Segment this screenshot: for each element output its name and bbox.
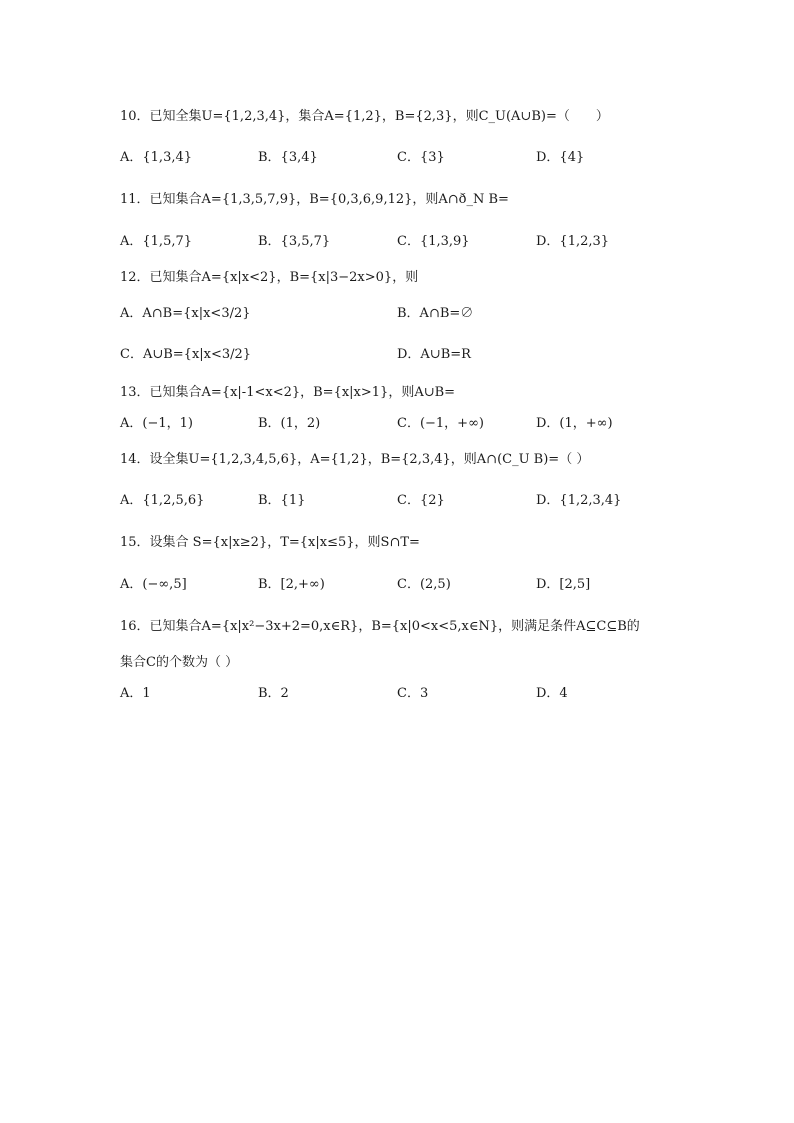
question-10: 10．已知全集U={1,2,3,4}，集合A={1,2}，B={2,3}，则C_U(A∪B)=（ ） — [120, 109, 609, 124]
question-12: 12．已知集合A={x|x<2}，B={x|3−2x>0}，则 — [120, 270, 419, 285]
question-16-line-2: 集合C的个数为（ ） — [120, 655, 239, 670]
q10-option-c: C．{3} — [397, 150, 445, 165]
q11-option-d: D．{1,2,3} — [536, 234, 610, 249]
q13-option-b: B．(1，2) — [258, 416, 321, 431]
q10-option-a: A．{1,3,4} — [120, 150, 193, 165]
question-16: 16．已知集合A={x|x²−3x+2=0,x∈R}，B={x|0<x<5,x∈N}，则满足条件A⊆C⊆B的 — [120, 619, 640, 634]
question-15: 15．设集合 S={x|x≥2}，T={x|x≤5}，则S∩T= — [120, 535, 420, 550]
q10-option-b: B．{3,4} — [258, 150, 318, 165]
q12-option-d: D．A∪B=R — [397, 347, 471, 362]
q13-option-a: A．(−1，1) — [120, 416, 193, 431]
q13-option-c: C．(−1，+∞) — [397, 416, 484, 431]
q15-option-a: A．(−∞,5] — [120, 577, 187, 592]
q14-option-a: A．{1,2,5,6} — [120, 493, 205, 508]
q11-option-c: C．{1,3,9} — [397, 234, 470, 249]
q12-option-a: A．A∩B={x|x<3/2} — [120, 306, 251, 321]
q12-option-c: C．A∪B={x|x<3/2} — [120, 347, 252, 362]
q15-option-c: C．(2,5) — [397, 577, 451, 592]
question-13: 13．已知集合A={x|-1<x<2}，B={x|x>1}，则A∪B= — [120, 385, 456, 400]
q16-option-c: C．3 — [397, 686, 429, 701]
q10-option-d: D．{4} — [536, 150, 585, 165]
q13-option-d: D．(1，+∞) — [536, 416, 613, 431]
q14-option-c: C．{2} — [397, 493, 445, 508]
q14-option-b: B．{1} — [258, 493, 306, 508]
q15-option-b: B．[2,+∞) — [258, 577, 325, 592]
q12-option-b: B．A∩B=∅ — [397, 306, 474, 321]
q14-option-d: D．{1,2,3,4} — [536, 493, 622, 508]
q15-option-d: D．[2,5] — [536, 577, 591, 592]
q16-option-d: D．4 — [536, 686, 568, 701]
q16-option-b: B．2 — [258, 686, 289, 701]
question-11: 11．已知集合A={1,3,5,7,9}，B={0,3,6,9,12}，则A∩ð_N B= — [120, 192, 509, 207]
q11-option-b: B．{3,5,7} — [258, 234, 331, 249]
q16-option-a: A．1 — [120, 686, 151, 701]
question-14: 14．设全集U={1,2,3,4,5,6}，A={1,2}，B={2,3,4}，则A∩(C_U B)=（ ） — [120, 452, 590, 467]
q11-option-a: A．{1,5,7} — [120, 234, 193, 249]
